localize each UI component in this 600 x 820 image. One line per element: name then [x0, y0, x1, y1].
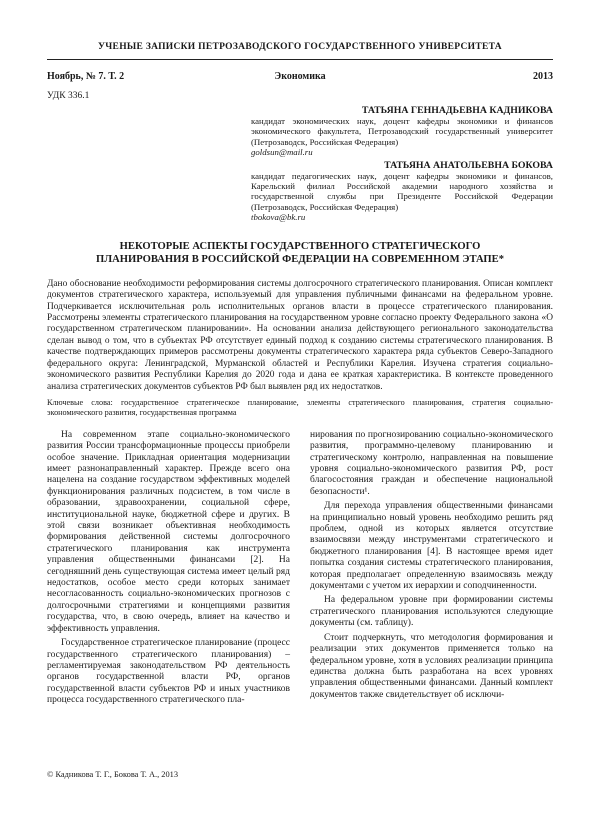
authors-block — [251, 105, 553, 223]
section-label: Экономика — [274, 71, 326, 82]
body-columns — [47, 430, 553, 710]
author-1 — [251, 105, 553, 158]
body-paragraph: На федеральном уровне при формировании системы стратегического планирования используются следующие документы (см. таблицу). — [310, 595, 553, 629]
body-paragraph: Стоит подчеркнуть, что методология формирования и реализации этих документов применяется только на федеральном уровне, хотя в условиях реализации принципа единства должна быть разработана на всех уровнях управления общественными финансами. Данный комплект документов также свидетельствует об исключи- — [310, 632, 553, 700]
author-2-name: ТАТЬЯНА АНАТОЛЬЕВНА БОКОВА — [384, 159, 553, 171]
issue-meta-row — [47, 71, 553, 82]
body-paragraph: На современном этапе социально-экономического развития России трансформационные процессы приобрели особое значение. Прикладная ориентация модернизации имеет разнонаправленный характер. Прежде всего она нацелена на создание государством эффективных моделей функционирования различных подсистем, в том числе в образовании, здравоохранении, социальной сфере, институциональной науке, бюджетной сфере и других. В этой связи возникает объективная необходимость формирования действенной системы долгосрочного стратегического планирования как инструмента управления общественными финансами [2]. На сегодняшний день существующая система имеет целый ряд недостатков, особое место среди которых занимает несогласованность социально-экономических прогнозов с долгосрочными стратегиями и концепциями развития государства, что, в свою очередь, влияет на качество и эффективность управления. — [47, 429, 290, 634]
author-2-affiliation: кандидат педагогических наук, доцент кафедры экономики и финансов, Карельский филиал Российской академии народного хозяйства и государственной службы при Президенте Российской Федерации (Петрозаводск, Российская Федерация) — [251, 170, 553, 212]
body-paragraph: Государственное стратегическое планирование (процесс государственного стратегического планирования) – регламентируемая законодательством РФ деятельность органов государственной власти РФ, органов государственной власти субъектов РФ и иных участников процесса государственного стратегического пла- — [47, 638, 290, 706]
keywords-text: Ключевые слова: государственное стратегическое планирование, элементы стратегического планирования, стратегия социально-экономического развития, государственная программа — [47, 398, 553, 417]
udc-code: УДК 336.1 — [47, 91, 90, 101]
copyright-notice: © Кадникова Т. Г., Бокова Т. А., 2013 — [47, 770, 179, 779]
issue-label: Ноябрь, № 7. Т. 2 — [47, 71, 125, 82]
body-paragraph: Для перехода управления общественными финансами на принципиально новый уровень необходимо решить ряд проблем, одной из которых является отсутствие взаимосвязи между инструментами стратегического и бюджетного планирования [4]. В настоящее время идет попытка создания системы стратегического планирования, которая предполагает определенную взаимосвязь между документами с учетом их иерархии и соподчиненности. — [310, 501, 553, 592]
article-title: НЕКОТОРЫЕ АСПЕКТЫ ГОСУДАРСТВЕННОГО СТРАТЕГИЧЕСКОГО ПЛАНИРОВАНИЯ В РОССИЙСКОЙ ФЕДЕРАЦИИ НА СОВРЕМЕННОМ ЭТАПЕ* — [95, 240, 505, 265]
body-column-left — [47, 430, 290, 710]
author-2-email: tbokova@bk.ru — [251, 212, 306, 223]
body-paragraph: нирования по прогнозированию социально-экономического развития, программно-целевому планированию и стратегическому контролю, направленная на повышение уровня социально-экономического развития РФ, рост благосостояния граждан и обеспечение национальной безопасности¹. — [310, 429, 553, 497]
abstract-text: Дано обоснование необходимости реформирования системы долгосрочного стратегического планирования. Описан комплект документов стратегического характера, используемый для управления публичными финансами на федеральном уровне. Подчеркивается исключительная роль исполнительных органов власти в процессе стратегического планирования. Рассмотрены элементы стратегического планирования на государственном уровне согласно проекту Федерального закона «О государственном стратегическом планировании». На основании анализа действующего регионального законодательства сделан вывод о том, что в субъектах РФ отсутствует единый подход к созданию системы стратегического планирования. В качестве подтверждающих примеров рассмотрены документы стратегического характера ряда субъектов Северо-Западного федерального округа: Ленинградской, Мурманской областей и Республики Карелия. Изучена стратегия социально-экономического развития Республики Карелия до 2020 года и дана ее краткая характеристика. В контексте проведенного анализа стратегических документов субъектов РФ был выявлен ряд их недостатков. — [47, 278, 553, 392]
author-1-name: ТАТЬЯНА ГЕННАДЬЕВНА КАДНИКОВА — [361, 105, 553, 116]
author-2 — [251, 160, 553, 223]
year-label: 2013 — [533, 71, 553, 82]
author-1-email: goldsun@mail.ru — [251, 147, 313, 158]
body-column-right — [310, 430, 553, 710]
journal-banner: УЧЕНЫЕ ЗАПИСКИ ПЕТРОЗАВОДСКОГО ГОСУДАРСТВЕННОГО УНИВЕРСИТЕТА — [47, 42, 553, 60]
author-1-affiliation: кандидат экономических наук, доцент кафедры экономики и финансов экономического факультета, Петрозаводский государственный университет (Петрозаводск, Российская Федерация) — [251, 116, 553, 147]
